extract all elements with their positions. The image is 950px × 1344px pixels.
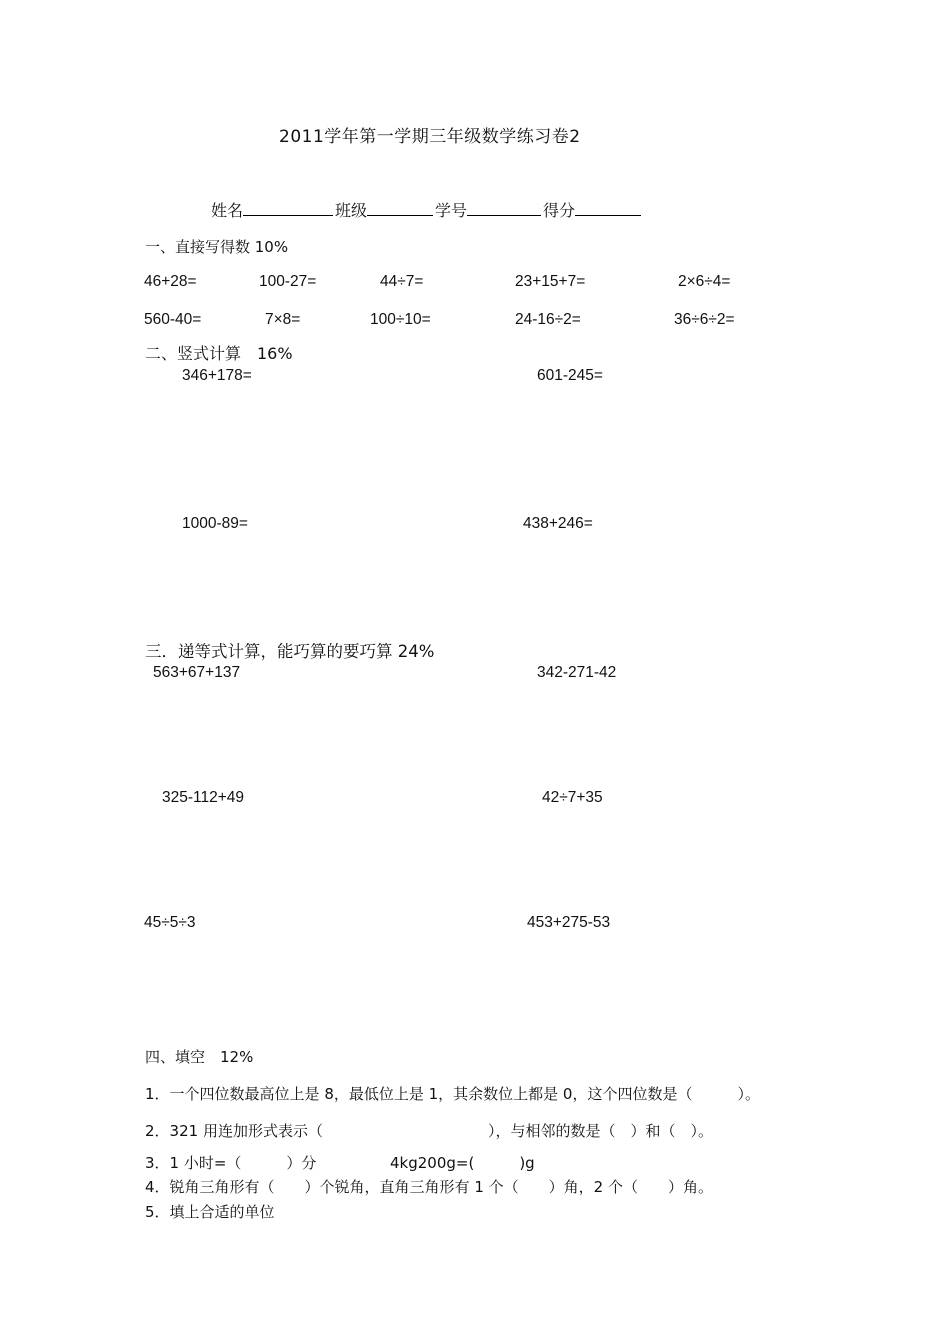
problem: 45÷5÷3 [144, 914, 196, 931]
class-label: 班级 [335, 201, 368, 220]
fill-question-2: 2．321 用连加形式表示（ ），与相邻的数是（ ）和（ ）。 [145, 1122, 713, 1140]
student-no-label: 学号 [435, 201, 468, 220]
problem: 23+15+7= [515, 273, 586, 290]
problem: 438+246= [523, 515, 593, 532]
section-2-title: 二、竖式计算 16% [145, 344, 293, 363]
section-4-title: 四、填空 12% [145, 1048, 254, 1066]
student-no-blank[interactable] [467, 199, 541, 216]
student-info [211, 198, 643, 221]
problem: 453+275-53 [527, 914, 611, 931]
section-3-title: 三．递等式计算，能巧算的要巧算 24% [145, 642, 435, 661]
fill-question-1: 1．一个四位数最高位上是 8，最低位上是 1，其余数位上都是 0，这个四位数是（ ）。 [145, 1085, 760, 1103]
score-blank[interactable] [575, 199, 641, 216]
fill-question-4: 4．锐角三角形有（ ）个锐角，直角三角形有 1 个（ ）角，2 个（ ）角。 [145, 1178, 713, 1196]
class-blank[interactable] [367, 199, 433, 216]
problem: 24-16÷2= [515, 311, 581, 328]
page-title: 2011学年第一学期三年级数学练习卷2 [279, 127, 581, 147]
problem: 325-112+49 [162, 789, 245, 806]
problem: 36÷6÷2= [674, 311, 735, 328]
problem: 42÷7+35 [542, 789, 603, 806]
section-1-title: 一、直接写得数 10% [145, 238, 289, 256]
score-label: 得分 [543, 201, 576, 220]
problem: 346+178= [182, 367, 252, 384]
problem: 560-40= [144, 311, 202, 328]
problem: 2×6÷4= [678, 273, 731, 290]
fill-question-3a: 3．1 小时=（ ）分 [145, 1154, 317, 1172]
problem: 46+28= [144, 273, 197, 290]
fill-question-5: 5．填上合适的单位 [145, 1203, 275, 1221]
problem: 601-245= [537, 367, 603, 384]
problem: 100÷10= [370, 311, 431, 328]
problem: 7×8= [265, 311, 301, 328]
problem: 342-271-42 [537, 664, 617, 681]
name-blank[interactable] [243, 199, 333, 216]
problem: 563+67+137 [153, 664, 241, 681]
problem: 1000-89= [182, 515, 248, 532]
problem: 44÷7= [380, 273, 424, 290]
name-label: 姓名 [211, 201, 244, 220]
fill-question-3b: 4kg200g=( )g [390, 1154, 535, 1172]
problem: 100-27= [259, 273, 317, 290]
